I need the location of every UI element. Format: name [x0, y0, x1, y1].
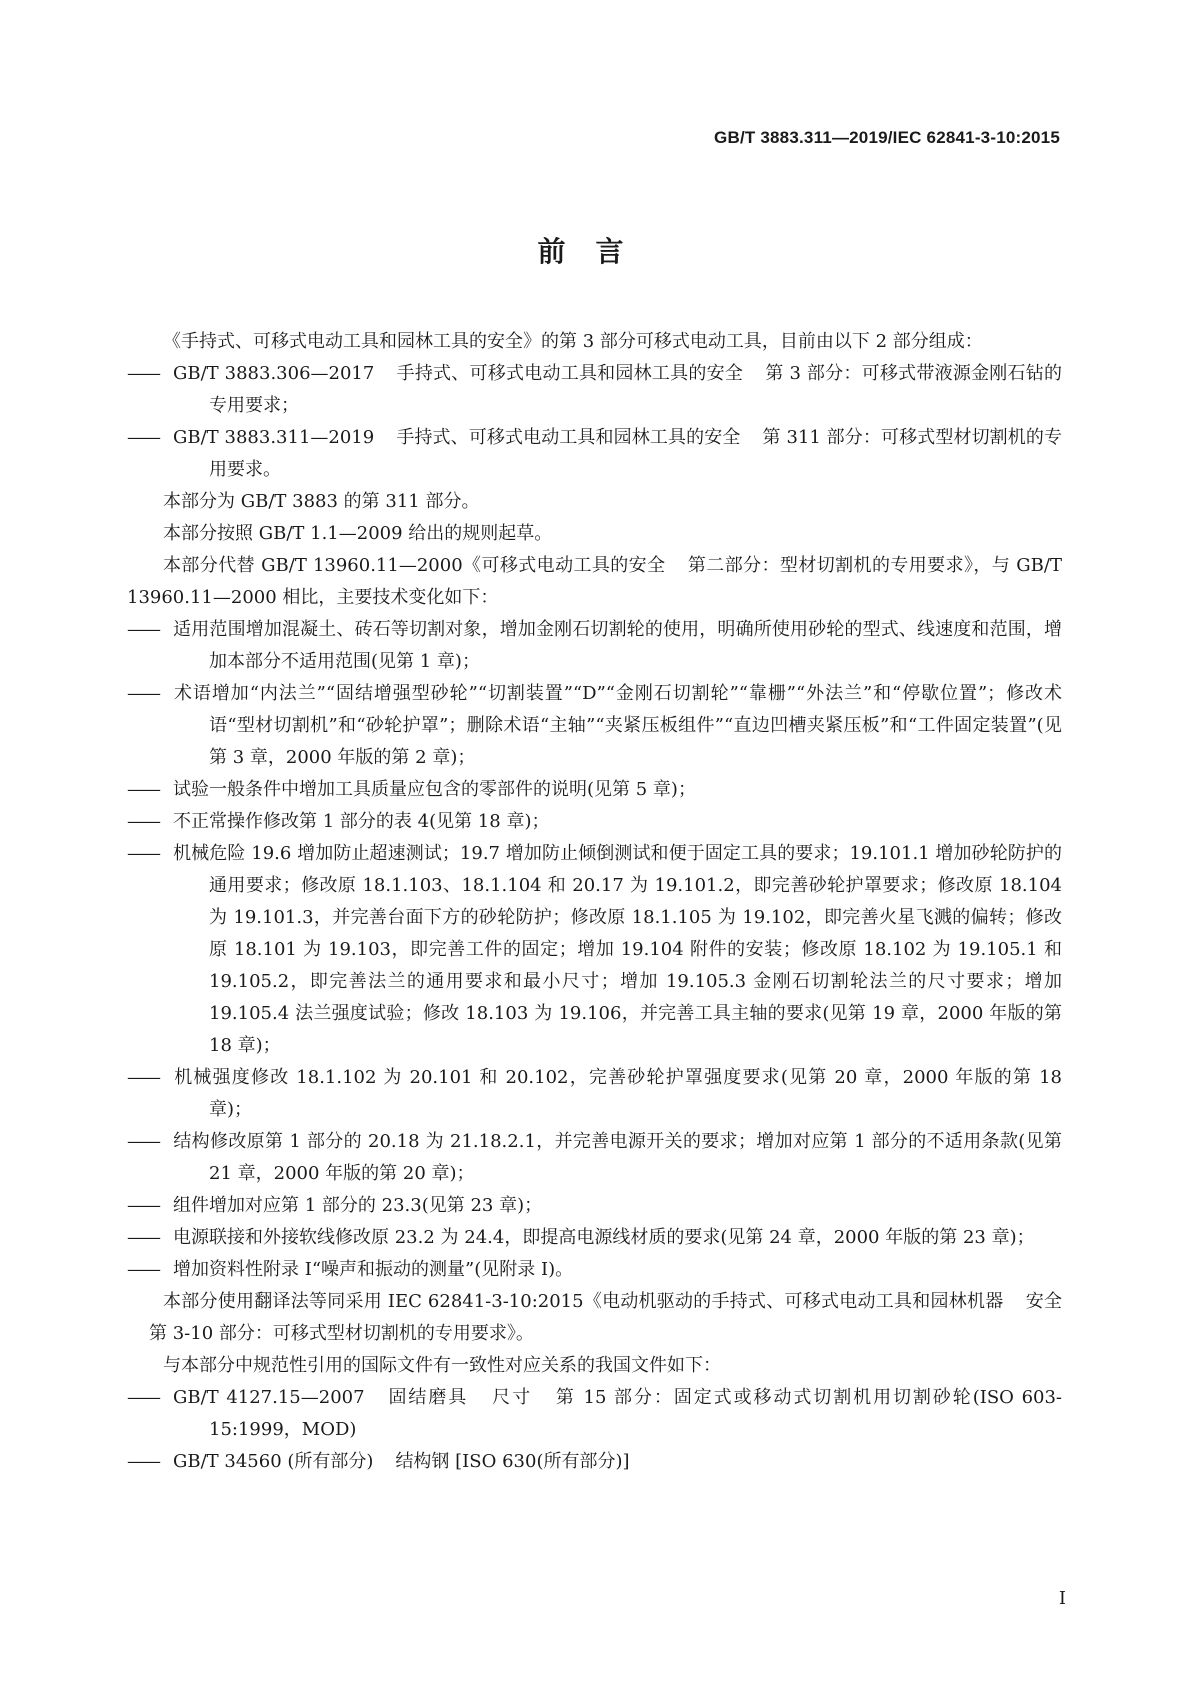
part-title: 手持式、可移式电动工具和园林工具的安全 [396, 363, 744, 384]
dash-mark: —— [127, 1131, 159, 1152]
part-list-item [127, 422, 1062, 486]
dash-mark: —— [127, 1195, 159, 1216]
dash-mark: —— [127, 843, 159, 864]
change-text: 适用范围增加混凝土、砖石等切割对象，增加金刚石切割轮的使用，明确所使用砂轮的型式、线速度和范围，增加本部分不适用范围(见第 1 章)； [173, 619, 1062, 672]
part-list-item [127, 358, 1062, 422]
change-item [127, 1190, 1062, 1222]
iec-adoption-paragraph [127, 1286, 1062, 1350]
change-item [127, 1062, 1062, 1126]
this-part-paragraph: 本部分为 GB/T 3883 的第 311 部分。 [163, 491, 480, 512]
change-text: 术语增加“内法兰”“固结增强型砂轮”“切割装置”“D”“金刚石切割轮”“靠栅”“外法兰”和“停歇位置”；修改术语“型材切割机”和“砂轮护罩”；删除术语“主轴”“夹紧压板组件”“直边凹槽夹紧压板”和“工件固定装置”(见第 3 章，2000 年版的第 2 章)； [173, 683, 1062, 768]
replacement-text-b: 第二部分：型材切割机的专用要求》，与 GB/T 13960.11—2000 相比，主要技术变化如下： [127, 555, 1062, 608]
ref-code: GB/T 4127.15—2007 [173, 1387, 365, 1408]
change-item [127, 678, 1062, 774]
dash-mark: —— [127, 811, 159, 832]
part-code: GB/T 3883.311—2019 [173, 427, 375, 448]
ref-part: 第 15 部分：固定式或移动式切割机用切割砂轮(ISO 603-15:1999，MOD) [209, 1387, 1063, 1440]
intro-paragraph: 《手持式、可移式电动工具和园林工具的安全》的第 3 部分可移式电动工具，目前由以下 2 部分组成： [163, 331, 983, 352]
iec-text-b: 安全 [1025, 1291, 1062, 1312]
change-item [127, 1222, 1062, 1254]
ref-code: GB/T 34560 (所有部分) [173, 1451, 374, 1472]
ref-subtitle: 尺寸 [490, 1387, 532, 1408]
part-code: GB/T 3883.306—2017 [173, 363, 375, 384]
dash-mark: —— [127, 1067, 159, 1088]
iec-text-c: 第 3-10 部分：可移式型材切割机的专用要求》。 [149, 1323, 534, 1344]
reference-item [127, 1446, 1062, 1478]
dash-mark: —— [127, 1227, 159, 1248]
dash-mark: —— [127, 1259, 159, 1280]
change-item [127, 614, 1062, 678]
change-text: 机械强度修改 18.1.102 为 20.101 和 20.102，完善砂轮护罩强度要求(见第 20 章，2000 年版的第 18 章)； [173, 1067, 1062, 1120]
change-text: 不正常操作修改第 1 部分的表 4(见第 18 章)； [173, 811, 550, 832]
part-title: 手持式、可移式电动工具和园林工具的安全 [396, 427, 741, 448]
change-text: 机械危险 19.6 增加防止超速测试；19.7 增加防止倾倒测试和便于固定工具的要求；19.101.1 增加砂轮防护的通用要求；修改原 18.1.103、18.1.104 和 20.17 为 19.101.2，即完善砂轮护罩要求；修改原 18.104 为 19.101.3，并完善台面下方的砂轮防护；修改原 18.1.105 为 19.102，即完善火星飞溅的偏转；修改原 18.101 为 19.103，即完善工件的固定；增加 19.104 附件的安装；修改原 18.102 为 19.105.1 和 19.105.2，即完善法兰的通用要求和最小尺寸；增加 19.105.3 金刚石切割轮法兰的尺寸要求；增加 19.105.4 法兰强度试验；修改 18.103 为 19.106，并完善工具主轴的要求(见第 19 章，2000 年版的第 18 章)； [173, 843, 1062, 1056]
change-text: 电源联接和外接软线修改原 23.2 为 24.4，即提高电源线材质的要求(见第 24 章，2000 年版的第 23 章)； [173, 1227, 1035, 1248]
ref-title: 固结磨具 [386, 1387, 469, 1408]
change-text: 增加资料性附录 I“噪声和振动的测量”(见附录 I)。 [173, 1259, 574, 1280]
part-subtitle: 第 3 部分：可移式带液源金刚石钻的专用要求； [209, 363, 1063, 416]
dash-mark: —— [127, 779, 159, 800]
replacement-paragraph [127, 550, 1062, 614]
page-number: I [1058, 1588, 1066, 1609]
foreword-body [127, 326, 1062, 1478]
page-title: 前言 [537, 235, 654, 268]
change-item [127, 774, 1062, 806]
part-subtitle: 第 311 部分：可移式型材切割机的专用要求。 [209, 427, 1063, 480]
change-text: 组件增加对应第 1 部分的 23.3(见第 23 章)； [173, 1195, 543, 1216]
drafting-paragraph: 本部分按照 GB/T 1.1—2009 给出的规则起草。 [163, 523, 553, 544]
correspondence-paragraph: 与本部分中规范性引用的国际文件有一致性对应关系的我国文件如下： [163, 1355, 721, 1376]
iec-text-a: 本部分使用翻译法等同采用 IEC 62841-3-10:2015《电动机驱动的手持式、可移式电动工具和园林机器 [163, 1291, 1004, 1312]
standard-number-header: GB/T 3883.311—2019/IEC 62841-3-10:2015 [714, 128, 1060, 147]
dash-mark: —— [127, 683, 159, 704]
change-item [127, 1254, 1062, 1286]
dash-mark: —— [127, 1387, 159, 1408]
reference-item [127, 1382, 1062, 1446]
change-item [127, 838, 1062, 1062]
dash-mark: —— [127, 427, 159, 448]
change-text: 结构修改原第 1 部分的 20.18 为 21.18.2.1，并完善电源开关的要求；增加对应第 1 部分的不适用条款(见第 21 章，2000 年版的第 20 章)； [173, 1131, 1062, 1184]
dash-mark: —— [127, 363, 159, 384]
change-item [127, 806, 1062, 838]
change-item [127, 1126, 1062, 1190]
replacement-text-a: 本部分代替 GB/T 13960.11—2000《可移式电动工具的安全 [163, 555, 666, 576]
dash-mark: —— [127, 1451, 159, 1472]
change-text: 试验一般条件中增加工具质量应包含的零部件的说明(见第 5 章)； [173, 779, 696, 800]
ref-title: 结构钢 [ISO 630(所有部分)] [395, 1451, 630, 1472]
dash-mark: —— [127, 619, 159, 640]
